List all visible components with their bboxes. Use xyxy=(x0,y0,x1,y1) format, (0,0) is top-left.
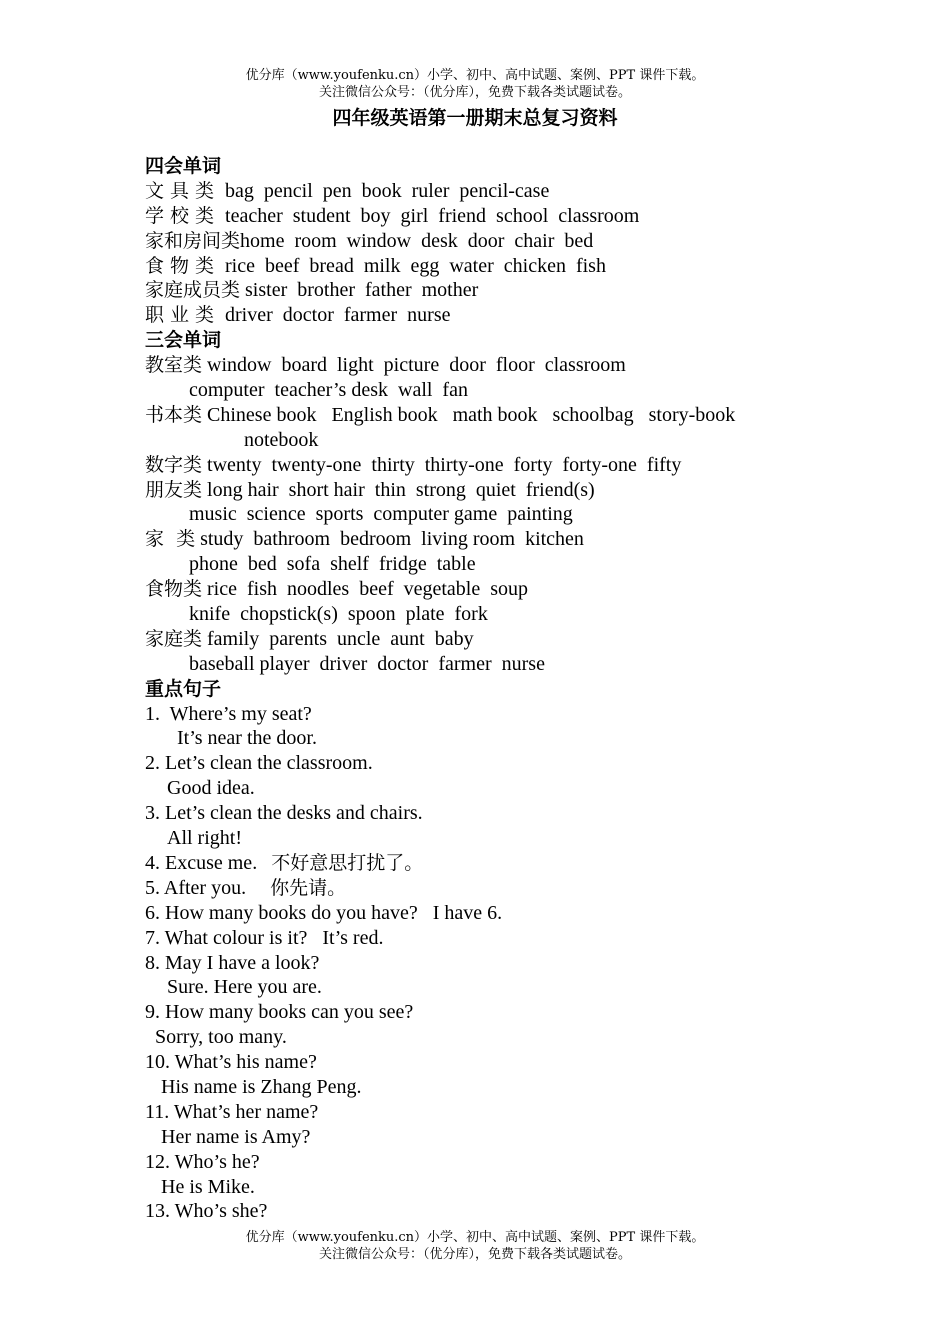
sentence: 7. What colour is it? It’s red. xyxy=(145,926,384,949)
vocab-words: Chinese book English book math book schoolbag story-book xyxy=(202,403,736,426)
vocab-row xyxy=(145,403,925,428)
sentence: 11. What’s her name? xyxy=(145,1100,319,1123)
vocab-words: long hair short hair thin strong quiet friend(s) xyxy=(202,478,595,501)
vocab-words: home room window desk door chair bed xyxy=(240,229,594,252)
vocab-category: 食物类 xyxy=(145,578,203,601)
vocab-category: 文具类 xyxy=(145,179,221,202)
sentence-answer: His name is Zhang Peng. xyxy=(161,1075,362,1098)
vocab-words: driver doctor farmer nurse xyxy=(220,304,451,327)
document-body xyxy=(145,154,925,1224)
vocab-row xyxy=(145,204,925,229)
sentence xyxy=(145,876,925,901)
sentence: 10. What’s his name? xyxy=(145,1051,317,1074)
vocab-words: rice beef bread milk egg water chicken fish xyxy=(220,254,606,277)
section-heading: 三会单词 xyxy=(145,329,222,352)
vocab-words: rice fish noodles beef vegetable soup xyxy=(202,578,529,601)
sentence-translation: 不好意思打扰了。 xyxy=(271,851,424,874)
vocab-category: 家庭成员类 xyxy=(145,279,241,302)
vocab-row-continuation: music science sports computer game painting xyxy=(189,503,573,526)
vocab-words: sister brother father mother xyxy=(240,279,479,302)
sentence-answer: Her name is Amy? xyxy=(161,1125,311,1148)
vocab-category: 教室类 xyxy=(145,354,203,377)
vocab-row xyxy=(145,353,925,378)
vocab-category: 朋友类 xyxy=(145,478,203,501)
footer-line-2: 关注微信公众号：（优分库），免费下载各类试题试卷。 xyxy=(318,1247,631,1262)
vocab-row xyxy=(145,478,925,503)
header-line-1: 优分库（www.youfenku.cn）小学、初中、高中试题、案例、PPT 课件下载。 xyxy=(245,68,705,83)
vocab-category: 家 类 xyxy=(145,528,196,551)
vocab-row xyxy=(145,179,925,204)
vocab-category: 家和房间类 xyxy=(145,229,241,252)
vocab-words: study bathroom bedroom living room kitchen xyxy=(195,528,584,551)
vocab-category: 书本类 xyxy=(145,403,203,426)
sentence-answer: He is Mike. xyxy=(161,1175,255,1198)
sentence-answer: Sorry, too many. xyxy=(155,1026,287,1049)
sentence-en: 4. Excuse me. xyxy=(145,851,258,874)
vocab-row-continuation: computer teacher’s desk wall fan xyxy=(189,379,468,402)
sentence: 1. Where’s my seat? xyxy=(145,702,312,725)
vocab-row-continuation: notebook xyxy=(244,428,319,451)
sentence-answer: All right! xyxy=(167,827,242,850)
sentence-answer: Sure. Here you are. xyxy=(167,976,322,999)
section-heading: 重点句子 xyxy=(145,677,222,700)
vocab-words: teacher student boy girl friend school classroom xyxy=(220,204,640,227)
vocab-row xyxy=(145,229,925,254)
sentence-translation: 你先请。 xyxy=(270,876,347,899)
sentence xyxy=(145,851,925,876)
vocab-row xyxy=(145,453,925,478)
vocab-category: 数字类 xyxy=(145,453,203,476)
sentence: 2. Let’s clean the classroom. xyxy=(145,752,373,775)
footer-line-1: 优分库（www.youfenku.cn）小学、初中、高中试题、案例、PPT 课件下载。 xyxy=(245,1230,705,1245)
header-line-2: 关注微信公众号：（优分库），免费下载各类试题试卷。 xyxy=(318,85,631,100)
vocab-row xyxy=(145,627,925,652)
sentence-answer: Good idea. xyxy=(167,777,255,800)
vocab-row-continuation: phone bed sofa shelf fridge table xyxy=(189,553,476,576)
vocab-row-continuation: baseball player driver doctor farmer nurse xyxy=(189,652,545,675)
sentence: 12. Who’s he? xyxy=(145,1150,260,1173)
sentence: 13. Who’s she? xyxy=(145,1200,268,1223)
vocab-row xyxy=(145,577,925,602)
vocab-category: 学校类 xyxy=(145,204,221,227)
vocab-category: 职业类 xyxy=(145,304,221,327)
vocab-words: twenty twenty-one thirty thirty-one forty forty-one fifty xyxy=(202,453,682,476)
vocab-words: family parents uncle aunt baby xyxy=(202,627,474,650)
document-title: 四年级英语第一册期末总复习资料 xyxy=(332,107,618,129)
vocab-row xyxy=(145,254,925,279)
sentence: 9. How many books can you see? xyxy=(145,1001,414,1024)
vocab-category: 家庭类 xyxy=(145,627,203,650)
vocab-row xyxy=(145,527,925,552)
page-footer xyxy=(0,1229,950,1263)
sentence-en: 5. After you. xyxy=(145,876,247,899)
vocab-words: bag pencil pen book ruler pencil-case xyxy=(220,179,550,202)
sentence: 6. How many books do you have? I have 6. xyxy=(145,901,503,924)
sentence: 3. Let’s clean the desks and chairs. xyxy=(145,802,423,825)
page-header xyxy=(0,67,950,101)
sentence-answer: It’s near the door. xyxy=(177,727,317,750)
vocab-row xyxy=(145,278,925,303)
vocab-row-continuation: knife chopstick(s) spoon plate fork xyxy=(189,603,488,626)
vocab-row xyxy=(145,303,925,328)
vocab-words: window board light picture door floor classroom xyxy=(202,354,626,377)
sentence: 8. May I have a look? xyxy=(145,951,320,974)
vocab-category: 食物类 xyxy=(145,254,221,277)
section-heading: 四会单词 xyxy=(145,155,222,177)
